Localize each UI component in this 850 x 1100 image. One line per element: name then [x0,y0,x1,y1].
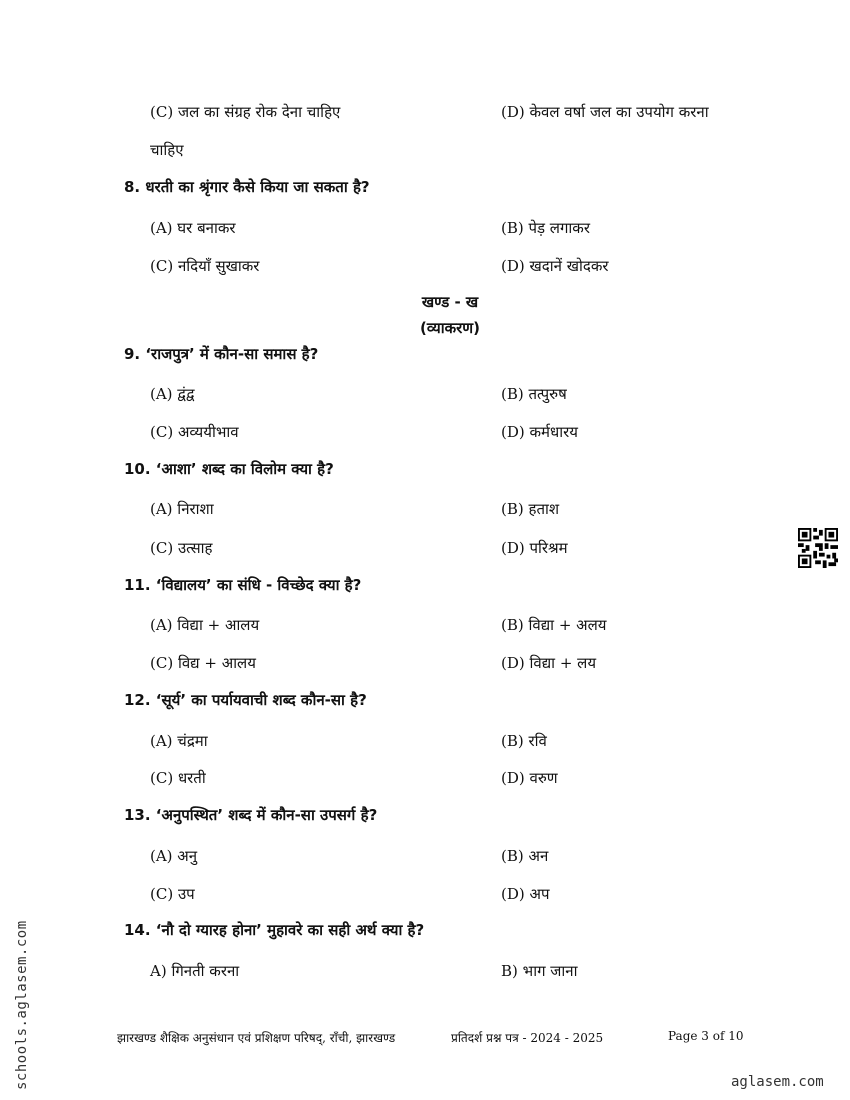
question-12: 12. ‘सूर्य’ का पर्यायवाची शब्द कौन-सा है? [124,691,367,709]
question-14: 14. ‘नौ दो ग्यारह होना’ मुहावरे का सही अर्थ क्या है? [124,921,425,939]
option-q7-d: (D) केवल वर्षा जल का उपयोग करना [501,103,709,121]
option-q13-a: (A) अनु [150,847,198,865]
option-q7-d-continuation: चाहिए [150,141,184,159]
brand-watermark: aglasem.com [731,1074,824,1090]
option-q13-b: (B) अन [501,847,549,865]
question-13: 13. ‘अनुपस्थित’ शब्द में कौन-सा उपसर्ग है? [124,806,378,824]
question-11: 11. ‘विद्यालय’ का संधि - विच्छेद क्या है? [124,576,362,594]
option-q10-a: (A) निराशा [150,500,214,518]
option-q11-a: (A) विद्या + आलय [150,616,260,634]
question-10: 10. ‘आशा’ शब्द का विलोम क्या है? [124,460,334,478]
option-q8-a: (A) घर बनाकर [150,219,236,237]
option-q12-c: (C) धरती [150,769,206,787]
option-q8-d: (D) खदानें खोदकर [501,257,609,275]
option-q11-d: (D) विद्या + लय [501,654,597,672]
option-q7-c: (C) जल का संग्रह रोक देना चाहिए [150,103,341,121]
option-q8-c: (C) नदियाँ सुखाकर [150,257,260,275]
footer-page-number: Page 3 of 10 [668,1029,744,1043]
option-q14-a: A) गिनती करना [150,962,240,980]
qr-code [798,528,838,568]
option-q8-b: (B) पेड़ लगाकर [501,219,590,237]
section-subtitle: (व्याकरण) [420,319,480,337]
option-q12-d: (D) वरुण [501,769,558,787]
option-q10-d: (D) परिश्रम [501,539,568,557]
option-q9-d: (D) कर्मधारय [501,423,578,441]
option-q11-c: (C) विद्य + आलय [150,654,256,672]
option-q10-b: (B) हताश [501,500,560,518]
side-watermark: schools.aglasem.com [14,920,30,1090]
option-q9-a: (A) द्वंद्व [150,385,195,403]
option-q12-b: (B) रवि [501,732,547,750]
option-q13-d: (D) अप [501,885,550,903]
section-title: खण्ड - ख [421,293,479,311]
option-q9-c: (C) अव्ययीभाव [150,423,239,441]
option-q13-c: (C) उप [150,885,195,903]
option-q9-b: (B) तत्पुरुष [501,385,567,403]
footer-organization: झारखण्ड शैक्षिक अनुसंधान एवं प्रशिक्षण परिषद्, राँची, झारखण्ड [117,1031,396,1045]
question-9: 9. ‘राजपुत्र’ में कौन-सा समास है? [124,345,319,363]
option-q10-c: (C) उत्साह [150,539,213,557]
option-q11-b: (B) विद्या + अलय [501,616,607,634]
option-q14-b: B) भाग जाना [501,962,578,980]
footer-paper-title: प्रतिदर्श प्रश्न पत्र - 2024 - 2025 [451,1031,604,1045]
option-q12-a: (A) चंद्रमा [150,732,208,750]
question-8: 8. धरती का श्रृंगार कैसे किया जा सकता है? [124,178,370,196]
